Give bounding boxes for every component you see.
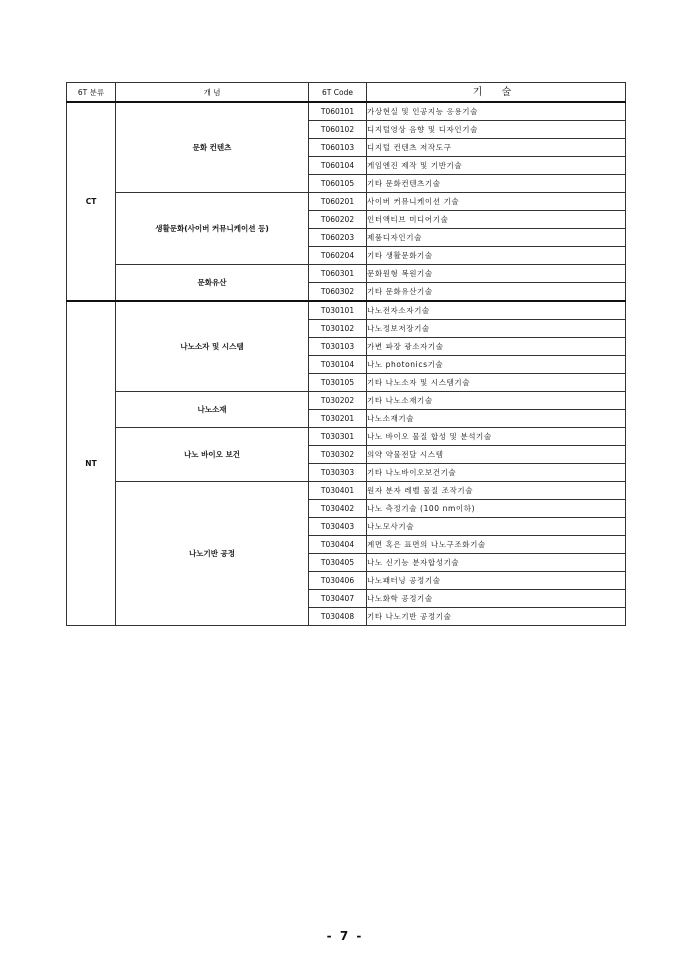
code-cell: T030402 xyxy=(309,500,367,518)
code-cell: T030407 xyxy=(309,590,367,608)
technology-cell: 나노정보저장기술 xyxy=(367,320,626,338)
technology-cell: 가상현실 및 인공지능 응용기술 xyxy=(367,102,626,121)
header-code: 6T Code xyxy=(309,83,367,103)
technology-cell: 나노전자소자기술 xyxy=(367,301,626,320)
technology-cell: 계면 혹은 표면의 나노구조화기술 xyxy=(367,536,626,554)
code-cell: T030101 xyxy=(309,301,367,320)
code-cell: T030301 xyxy=(309,428,367,446)
table-body xyxy=(67,102,626,626)
code-cell: T030201 xyxy=(309,410,367,428)
concept-cell: 나노소자 및 시스템 xyxy=(116,301,309,392)
code-cell: T060203 xyxy=(309,229,367,247)
technology-cell: 기타 문화유산기술 xyxy=(367,283,626,302)
technology-cell: 기타 나노소재기술 xyxy=(367,392,626,410)
code-cell: T030401 xyxy=(309,482,367,500)
technology-cell: 기타 나노기반 공정기술 xyxy=(367,608,626,626)
code-cell: T030403 xyxy=(309,518,367,536)
table-row xyxy=(67,428,626,446)
concept-cell: 나노소재 xyxy=(116,392,309,428)
header-technology: 기 술 xyxy=(367,83,626,103)
code-cell: T060204 xyxy=(309,247,367,265)
technology-cell: 기타 나노바이오보건기술 xyxy=(367,464,626,482)
header-category: 6T 분류 xyxy=(67,83,116,103)
technology-cell: 제품디자인기술 xyxy=(367,229,626,247)
code-cell: T060102 xyxy=(309,121,367,139)
technology-cell: 기타 문화컨텐츠기술 xyxy=(367,175,626,193)
code-cell: T030303 xyxy=(309,464,367,482)
table-row xyxy=(67,301,626,320)
category-cell: CT xyxy=(67,102,116,301)
category-cell: NT xyxy=(67,301,116,626)
technology-cell: 나노화학 공정기술 xyxy=(367,590,626,608)
technology-cell: 의약 약물전달 시스템 xyxy=(367,446,626,464)
technology-cell: 디지털 컨텐츠 저작도구 xyxy=(367,139,626,157)
technology-cell: 인터액티브 미디어기술 xyxy=(367,211,626,229)
table-header-row xyxy=(67,83,626,103)
code-cell: T030103 xyxy=(309,338,367,356)
technology-cell: 나노 측정기술 (100 nm이하) xyxy=(367,500,626,518)
code-cell: T030104 xyxy=(309,356,367,374)
technology-cell: 나노 photonics기술 xyxy=(367,356,626,374)
technology-cell: 원자 분자 레벨 물질 조작기술 xyxy=(367,482,626,500)
page-number: - 7 - xyxy=(326,929,364,943)
code-cell: T030405 xyxy=(309,554,367,572)
technology-classification-table xyxy=(66,82,626,626)
technology-cell: 나노 신기능 분자합성기술 xyxy=(367,554,626,572)
code-cell: T060101 xyxy=(309,102,367,121)
code-cell: T060201 xyxy=(309,193,367,211)
code-cell: T060103 xyxy=(309,139,367,157)
code-cell: T060105 xyxy=(309,175,367,193)
code-cell: T030302 xyxy=(309,446,367,464)
header-concept: 개 념 xyxy=(116,83,309,103)
code-cell: T030404 xyxy=(309,536,367,554)
table-row xyxy=(67,265,626,283)
code-cell: T030202 xyxy=(309,392,367,410)
code-cell: T030102 xyxy=(309,320,367,338)
code-cell: T060202 xyxy=(309,211,367,229)
table-row xyxy=(67,102,626,121)
concept-cell: 나노 바이오 보건 xyxy=(116,428,309,482)
concept-cell: 나노기반 공정 xyxy=(116,482,309,626)
code-cell: T030408 xyxy=(309,608,367,626)
technology-cell: 나노패터닝 공정기술 xyxy=(367,572,626,590)
table-row xyxy=(67,193,626,211)
code-cell: T060104 xyxy=(309,157,367,175)
technology-cell: 기타 생활문화기술 xyxy=(367,247,626,265)
technology-cell: 문화원형 복원기술 xyxy=(367,265,626,283)
technology-cell: 나노소재기술 xyxy=(367,410,626,428)
concept-cell: 문화유산 xyxy=(116,265,309,302)
table-row xyxy=(67,482,626,500)
code-cell: T060302 xyxy=(309,283,367,302)
technology-cell: 사이버 커뮤니케이션 기술 xyxy=(367,193,626,211)
concept-cell: 생활문화(사이버 커뮤니케이션 등) xyxy=(116,193,309,265)
technology-cell: 나노 바이오 물질 합성 및 분석기술 xyxy=(367,428,626,446)
technology-cell: 게임엔진 제작 및 기반기술 xyxy=(367,157,626,175)
code-cell: T030406 xyxy=(309,572,367,590)
code-cell: T060301 xyxy=(309,265,367,283)
technology-cell: 디지털영상 음향 및 디자인기술 xyxy=(367,121,626,139)
technology-cell: 가변 파장 광소자기술 xyxy=(367,338,626,356)
table-row xyxy=(67,392,626,410)
code-cell: T030105 xyxy=(309,374,367,392)
concept-cell: 문화 컨텐츠 xyxy=(116,102,309,193)
technology-cell: 기타 나노소자 및 시스템기술 xyxy=(367,374,626,392)
technology-cell: 나노모사기술 xyxy=(367,518,626,536)
